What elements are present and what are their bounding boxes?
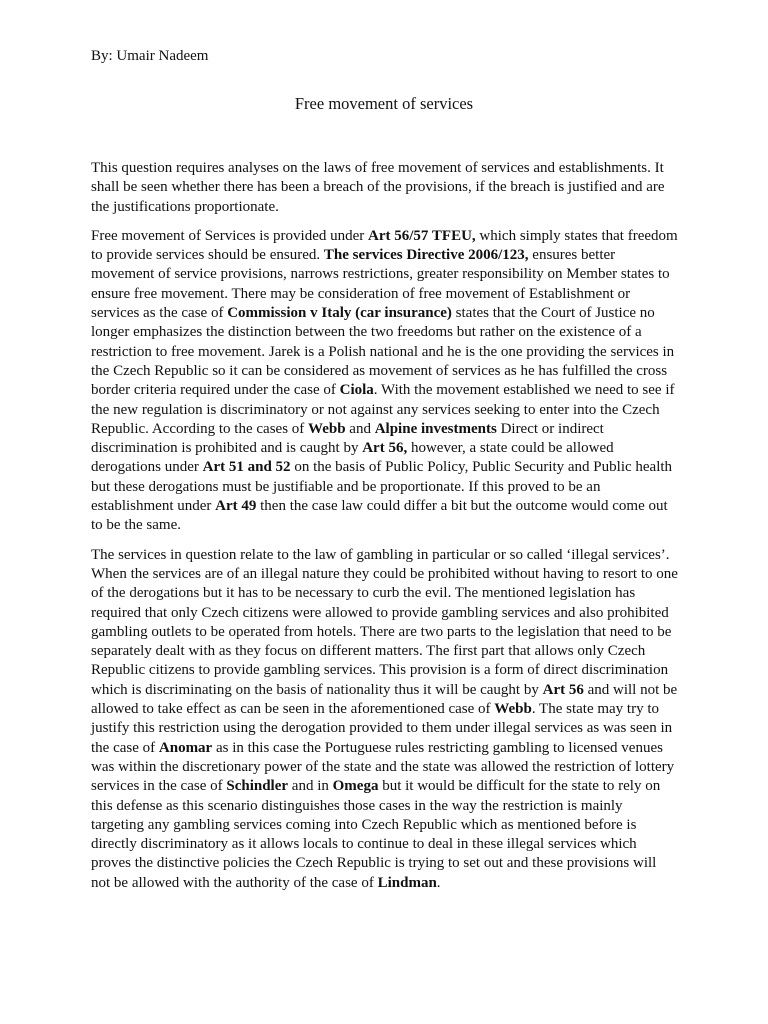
text-run: and will not be allowed to take effect as can be seen in the aforementioned case of xyxy=(91,681,678,718)
bold-reference: The services Directive 2006/123, xyxy=(323,247,529,264)
paragraph-2 xyxy=(91,227,679,536)
text-run: Free movement of Services is provided under xyxy=(91,227,369,244)
author-line: By: Umair Nadeem xyxy=(91,48,209,64)
text-run: which simply states that freedom to provide services should be ensured. xyxy=(91,227,678,264)
bold-reference: Art 49 xyxy=(215,498,257,515)
text-run: and xyxy=(345,420,375,437)
text-run: as in this case the Portuguese rules restricting gambling to licensed venues was within the discretionary power of the state and the state was allowed the restriction of lottery services in the case of xyxy=(91,739,675,795)
bold-reference: Art 56, xyxy=(362,440,408,457)
bold-reference: Commission v Italy (car insurance) xyxy=(227,305,452,322)
bold-reference: Art 51 and 52 xyxy=(202,459,291,476)
text-run: on the basis of Public Policy, Public Security and Public health but these derogations must be justifiable and be proportionate. If this proved to be an establishment under xyxy=(91,459,673,515)
bold-reference: Art 56 xyxy=(542,681,584,698)
text-run: but it would be difficult for the state to rely on this defense as this scenario distinguishes those cases in the way the restriction is mainly targeting any gambling services coming into Czech Republic which as mentioned before is directly discriminatory as it allows locals to continue to deal in these illegal services which proves the distinctive policies the Czech Republic is trying to set out and these provisions will not be allowed with the authority of the case of xyxy=(91,778,661,891)
bold-reference: Lindman xyxy=(377,874,437,891)
text-run: The services in question relate to the law of gambling in particular or so called ‘illegal services’. When the services are of an illegal nature they could be prohibited without having to resort to one of the derogations but it has to be necessary to curb the evil. The mentioned legislation has required that only Czech citizens were allowed to provide gambling services and also prohibited gambling outlets to be operated from hotels. There are two parts to the legislation that need to be separately dealt with as they focus on different matters. The first part that allows only Czech Republic citizens to provide gambling services. This provision is a form of direct discrimination which is discriminating on the basis of nationality thus it will be caught by xyxy=(91,546,678,698)
text-run: . With the movement established we need to see if the new regulation is discriminatory or not against any services seeking to enter into the Czech Republic. According to the cases of xyxy=(91,382,675,437)
text-run: . The state may try to justify this restriction using the derogation provided to them under illegal services as was seen in the case of xyxy=(91,701,673,756)
text-run: . xyxy=(436,874,441,891)
bold-reference: Alpine investments xyxy=(374,420,497,437)
paragraph-1 xyxy=(91,159,679,217)
text-run: This question requires analyses on the laws of free movement of services and establishments. It shall be seen whether there has been a breach of the provisions, if the breach is justified and are the justifications proportionate. xyxy=(91,160,665,215)
bold-reference: Webb xyxy=(494,701,532,718)
bold-reference: Omega xyxy=(332,778,379,795)
text-run: then the case law could differ a bit but the outcome would come out to be the same. xyxy=(91,498,668,534)
text-run: ensures better movement of service provisions, narrows restrictions, greater responsibility on Member states to ensure free movement. There may be consideration of free movement of Establishment or services as the case of xyxy=(91,247,670,322)
paragraph-3 xyxy=(91,546,679,893)
text-run: however, a state could be allowed derogations under xyxy=(91,440,614,476)
text-run: Direct or indirect discrimination is prohibited and is caught by xyxy=(91,420,604,457)
bold-reference: Art 56/57 TFEU, xyxy=(368,227,476,244)
document-title: Free movement of services xyxy=(294,94,474,113)
bold-reference: Ciola xyxy=(339,382,374,399)
bold-reference: Schindler xyxy=(226,778,289,795)
text-run: and in xyxy=(288,778,333,795)
text-run: states that the Court of Justice no longer emphasizes the distinction between the two freedoms but rather on the existence of a restriction to free movement. Jarek is a Polish national and he is the one providing the services in the Czech Republic so it can be considered as movement of services as he has fulfilled the cross border criteria required under the case of xyxy=(91,305,675,399)
document-body xyxy=(91,159,679,903)
bold-reference: Anomar xyxy=(158,739,213,756)
bold-reference: Webb xyxy=(308,420,346,437)
